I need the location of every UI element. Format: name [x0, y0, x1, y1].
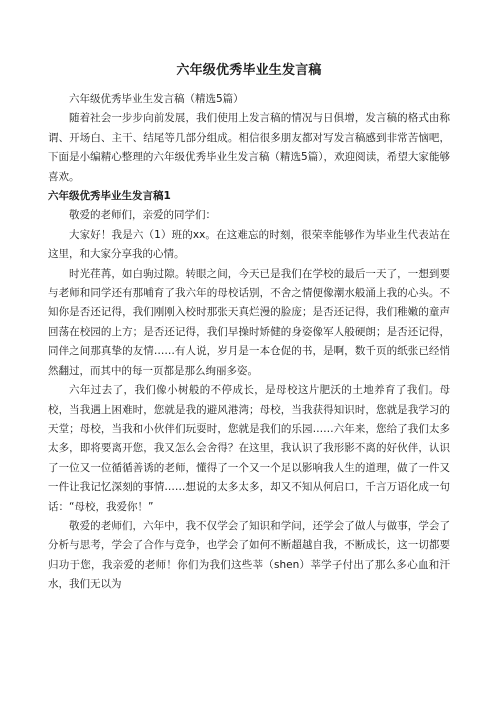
- body-paragraph: 六年过去了，我们像小树般的不停成长，是母校这片肥沃的土地养育了我们。母校，当我遇上困难时，您就是我的避风港湾；母校，当我获得知识时，您就是我学习的天堂；母校，当我和小伙伴们玩耍时，您就是我们的乐园……六年来，您给了我们太多太多，即将要离开您，我又怎么会舍得？在这里，我认识了我形影不离的好伙伴，认识了一位又一位循循善诱的老师，懂得了一个又一个足以影响我人生的道理，做了一件又一件让我记忆深刻的事情……想说的太多太多，却又不知从何启口，千言万语化成一句话：“母校，我爱你！”: [48, 384, 450, 513]
- body-paragraph: 大家好！我是六（1）班的xx。在这难忘的时刻，很荣幸能够作为毕业生代表站在这里，和大家分享我的心情。: [48, 228, 450, 261]
- intro-paragraph: 随着社会一步步向前发展，我们使用上发言稿的情况与日俱增，发言稿的格式由称谓、开场白、主干、结尾等几部分组成。相信很多朋友都对写发言稿感到非常苦恼吧，下面是小编精心整理的六年级优秀毕业生发言稿（精选5篇），欢迎阅读，希望大家能够喜欢。: [48, 112, 450, 183]
- document-subtitle: 六年级优秀毕业生发言稿（精选5篇）: [69, 93, 244, 105]
- document-title: 六年级优秀毕业生发言稿: [176, 63, 322, 78]
- section-heading: 六年级优秀毕业生发言稿1: [48, 190, 171, 203]
- body-paragraph: 敬爱的老师们，六年中，我不仅学会了知识和学问，还学会了做人与做事，学会了分析与思考，学会了合作与竞争，也学会了如何不断超越自我，不断成长，这一切都要归功于您，我亲爱的老师！你们为我们这些莘（shen）莘学子付出了那么多心血和汗水，我们无以为: [48, 519, 450, 591]
- salutation-paragraph: 敬爱的老师们，亲爱的同学们：: [69, 209, 216, 222]
- body-paragraph: 时光荏苒，如白驹过隙。转眼之间，今天已是我们在学校的最后一天了，一想到要与老师和同学还有那哺育了我六年的母校话别，不舍之情便像潮水般涌上我的心头。不知你是否还记得，我们刚刚入校时那张天真烂漫的脸庞；是否还记得，我们稚嫩的童声回荡在校园的上方；是否还记得，我们早操时矫健的身姿像军人般硬朗；是否还记得，同伴之间那真挚的友情……有人说，岁月是一本仓促的书，是啊，数千页的纸张已经悄然翻过，而其中的每一页都是那么绚丽多姿。: [48, 267, 450, 377]
